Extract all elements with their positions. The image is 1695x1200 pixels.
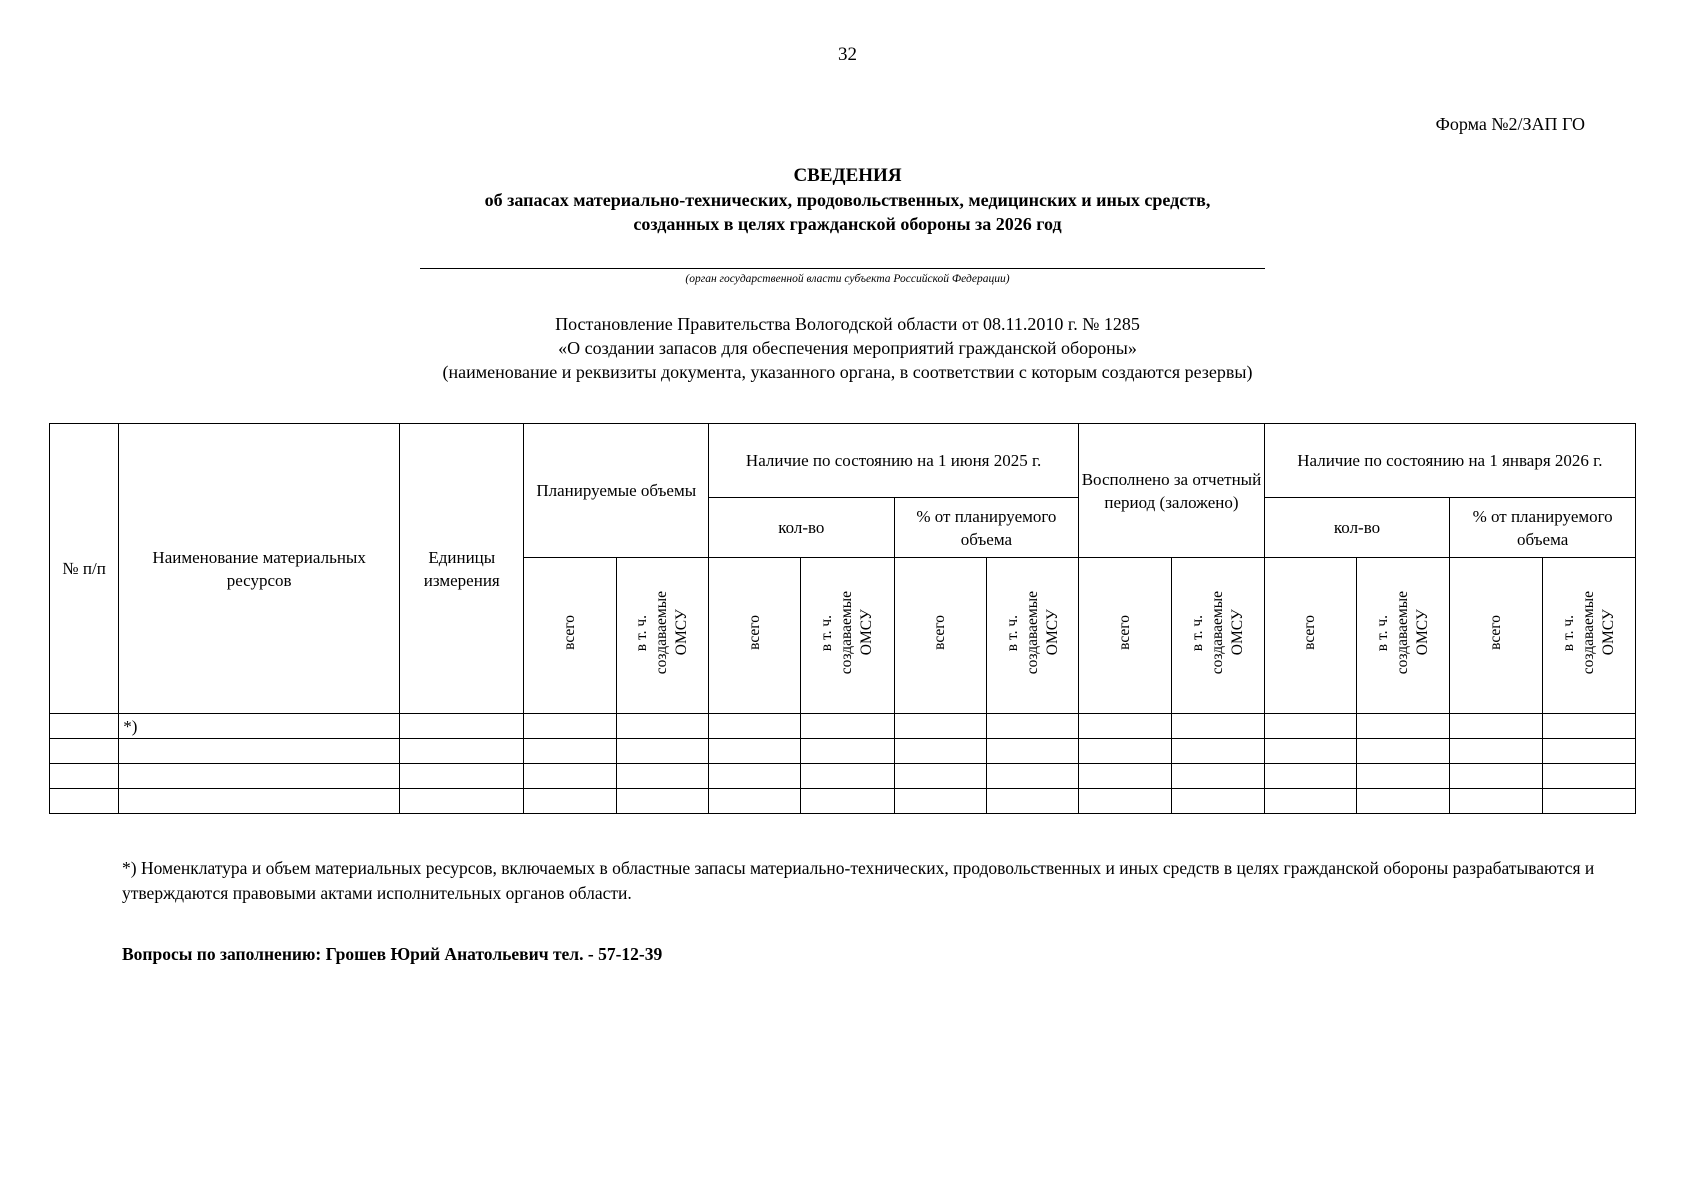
table-cell[interactable] [1172,714,1264,739]
table-cell[interactable] [1172,764,1264,789]
table-cell[interactable] [986,714,1078,739]
title-line-1: об запасах материально-технических, продовольственных, медицинских и иных средств, [484,190,1211,210]
table-cell[interactable] [119,764,400,789]
org-caption: (орган государственной власти субъекта Российской Федерации) [685,273,1010,285]
header-row-1 [50,424,1636,498]
table-cell[interactable] [1542,789,1635,814]
header-incl-omsu-label: в т. ч. создаваемые ОМСУ [1559,590,1617,675]
table-cell[interactable] [894,789,986,814]
header-total [524,558,616,714]
org-fill-line [420,268,1265,269]
table-cell[interactable] [119,789,400,814]
table-body [50,714,1636,814]
table-cell[interactable] [616,789,708,814]
table-cell[interactable] [119,739,400,764]
form-number: Форма №2/ЗАП ГО [1435,114,1585,134]
footnote: *) Номенклатура и объем материальных ресурсов, включаемых в областные запасы материально-технических, продовольственных и иных средств в целях гражданской обороны разрабатываются и утверждаются правовыми актами исполнительных органов области. [122,858,1595,903]
header-june-availability: Наличие по состоянию на 1 июня 2025 г. [709,424,1079,498]
table-cell[interactable] [709,739,801,764]
header-total [1450,558,1542,714]
header-incl-omsu [1357,558,1450,714]
table-cell[interactable] [616,714,708,739]
table-cell[interactable] [616,764,708,789]
header-total-label: всего [1486,615,1504,650]
table-cell[interactable] [709,789,801,814]
table-cell[interactable] [1079,789,1172,814]
header-incl-omsu-label: в т. ч. создаваемые ОМСУ [818,590,876,675]
header-total-label: всего [561,615,579,650]
decree-line-1: Постановление Правительства Вологодской области от 08.11.2010 г. № 1285 [555,314,1140,334]
table-cell[interactable] [50,764,119,789]
table-cell[interactable] [400,739,524,764]
table-cell[interactable] [986,739,1078,764]
header-total-label: всего [1116,615,1134,650]
table-cell[interactable] [1542,739,1635,764]
table-cell[interactable] [1450,739,1542,764]
header-jan-availability: Наличие по состоянию на 1 января 2026 г. [1264,424,1635,498]
header-incl-omsu-label: в т. ч. создаваемые ОМСУ [1189,590,1247,675]
table-cell[interactable] [1450,714,1542,739]
table-cell[interactable] [400,789,524,814]
table-cell[interactable] [1542,714,1635,739]
table-cell[interactable] [709,764,801,789]
header-incl-omsu [801,558,894,714]
table-cell[interactable] [524,764,616,789]
decree-line-2: «О создании запасов для обеспечения мероприятий гражданской обороны» [558,338,1137,358]
table-cell[interactable] [1264,739,1356,764]
table-cell[interactable] [50,739,119,764]
stock-table [49,423,1636,814]
table-cell[interactable] [1450,789,1542,814]
table-row [50,789,1636,814]
header-june-qty: кол-во [709,498,895,558]
table-row [50,739,1636,764]
table-cell[interactable] [1264,714,1356,739]
table-cell[interactable] [524,739,616,764]
table-cell[interactable] [1172,789,1264,814]
table-cell[interactable] [400,764,524,789]
title-main: СВЕДЕНИЯ [793,165,902,186]
table-cell[interactable] [400,714,524,739]
table-cell[interactable] [524,789,616,814]
table-cell[interactable] [1079,739,1172,764]
table-cell[interactable] [709,714,801,739]
table-cell[interactable] [1079,714,1172,739]
header-planned: Планируемые объемы [524,424,709,558]
table-cell[interactable] [986,789,1078,814]
header-incl-omsu-label: в т. ч. создаваемые ОМСУ [1374,590,1432,675]
header-total-label: всего [931,615,949,650]
table-cell[interactable] [801,789,894,814]
decree-reference [0,312,1695,384]
table-cell[interactable] [801,739,894,764]
header-unit: Единицы измерения [400,424,524,714]
header-incl-omsu [1542,558,1635,714]
table-cell[interactable] [1264,764,1356,789]
table-cell[interactable] [1357,764,1450,789]
table-cell[interactable] [50,789,119,814]
title-line-2: созданных в целях гражданской обороны за 2026 год [633,214,1062,234]
table-cell[interactable] [1357,789,1450,814]
header-jan-qty: кол-во [1264,498,1450,558]
table-cell[interactable] [1264,789,1356,814]
table-cell[interactable] [894,739,986,764]
header-incl-omsu-label: в т. ч. создаваемые ОМСУ [633,590,691,675]
header-incl-omsu-label: в т. ч. создаваемые ОМСУ [1003,590,1061,675]
table-cell[interactable] [1357,714,1450,739]
contact-info: Вопросы по заполнению: Грошев Юрий Анатольевич тел. - 57-12-39 [122,944,663,964]
header-num: № п/п [50,424,119,714]
decree-line-3: (наименование и реквизиты документа, указанного органа, в соответствии с которым создаются резервы) [442,362,1253,382]
header-incl-omsu [1172,558,1264,714]
table-cell[interactable] [50,714,119,739]
page-number: 32 [838,44,857,65]
header-total [1264,558,1356,714]
table-cell[interactable] [1172,739,1264,764]
table-cell[interactable] [986,764,1078,789]
header-total-label: всего [1301,615,1319,650]
table-cell[interactable] [616,739,708,764]
header-total [894,558,986,714]
table-cell[interactable] [894,764,986,789]
table-row [50,714,1636,739]
header-incl-omsu [986,558,1078,714]
document-title [0,164,1695,236]
header-total [1079,558,1172,714]
table-cell[interactable] [1079,764,1172,789]
table-row [50,764,1636,789]
table-cell[interactable] [801,714,894,739]
header-replenished: Восполнено за отчетный период (заложено) [1079,424,1265,558]
header-total [709,558,801,714]
table-cell[interactable] [1357,739,1450,764]
header-incl-omsu [616,558,708,714]
table-cell[interactable] [1450,764,1542,789]
table-cell[interactable]: *) [119,714,400,739]
table-cell[interactable] [894,714,986,739]
header-jan-pct: % от планируемого объема [1450,498,1636,558]
table-cell[interactable] [524,714,616,739]
header-june-pct: % от планируемого объема [894,498,1079,558]
header-total-label: всего [745,615,763,650]
header-name: Наименование материальных ресурсов [119,424,400,714]
table-cell[interactable] [1542,764,1635,789]
table-cell[interactable] [801,764,894,789]
